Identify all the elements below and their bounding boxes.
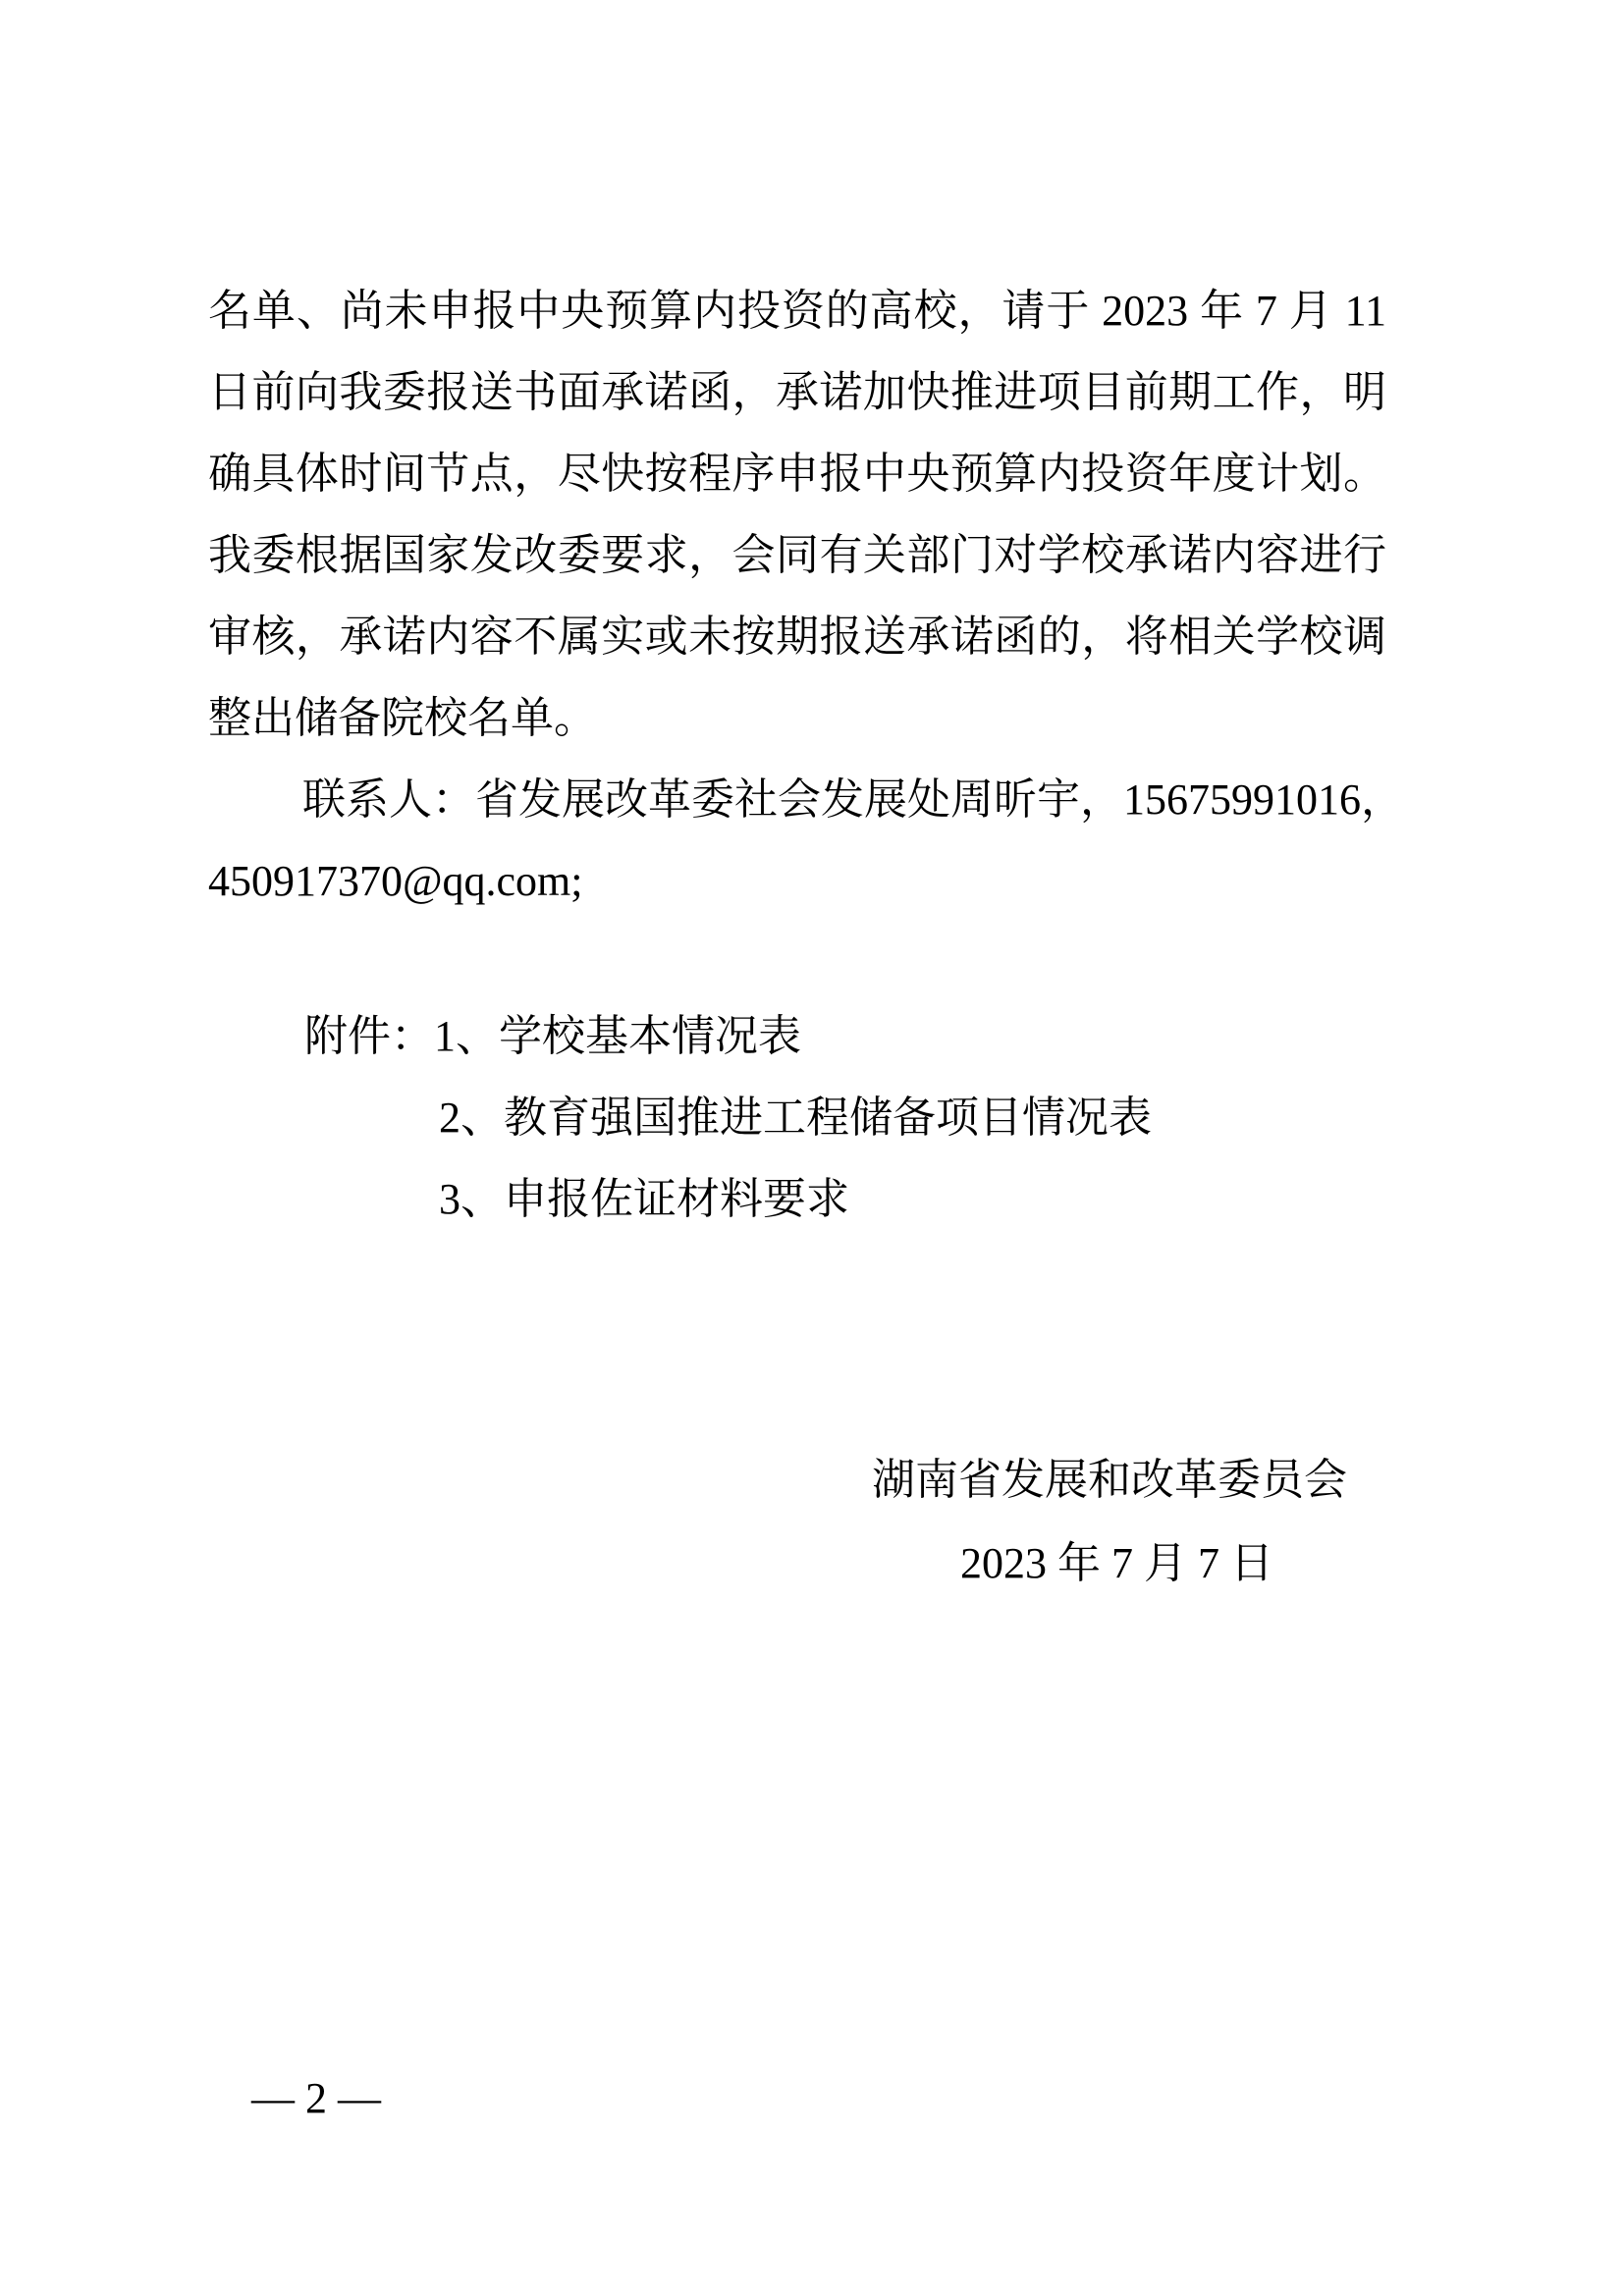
contact-email-line: 450917370@qq.com; [208, 857, 583, 905]
body-text-block [208, 270, 1404, 922]
page-number: — 2 — [251, 2074, 381, 2122]
body-line-1: 名单、尚未申报中央预算内投资的高校，请于 2023 年 7 月 11 [208, 287, 1386, 335]
body-line-2: 日前向我委报送书面承诺函，承诺加快推进项目前期工作，明 [208, 368, 1386, 416]
attachment-line-1 [208, 995, 1386, 1077]
signature-organization: 湖南省发展和改革委员会 [872, 1456, 1347, 1504]
attachment-item-3: 3、申报佐证材料要求 [439, 1175, 849, 1223]
signature-date: 2023 年 7 月 7 日 [960, 1539, 1273, 1587]
body-line-3: 确具体时间节点，尽快按程序申报中央预算内投资年度计划。 [208, 450, 1386, 498]
attachment-item-1: 1、学校基本情况表 [434, 1012, 801, 1060]
attachment-item-2: 2、教育强国推进工程储备项目情况表 [439, 1094, 1152, 1142]
body-line-5: 审核，承诺内容不属实或未按期报送承诺函的，将相关学校调 [208, 613, 1386, 661]
attachments-label: 附件： [304, 1012, 434, 1060]
contact-line: 联系人：省发展改革委社会发展处周昕宇，15675991016， [302, 775, 1404, 824]
body-line-4: 我委根据国家发改委要求，会同有关部门对学校承诺内容进行 [208, 531, 1386, 579]
body-line-6: 整出储备院校名单。 [208, 694, 597, 742]
attachments-block [208, 995, 1386, 1240]
